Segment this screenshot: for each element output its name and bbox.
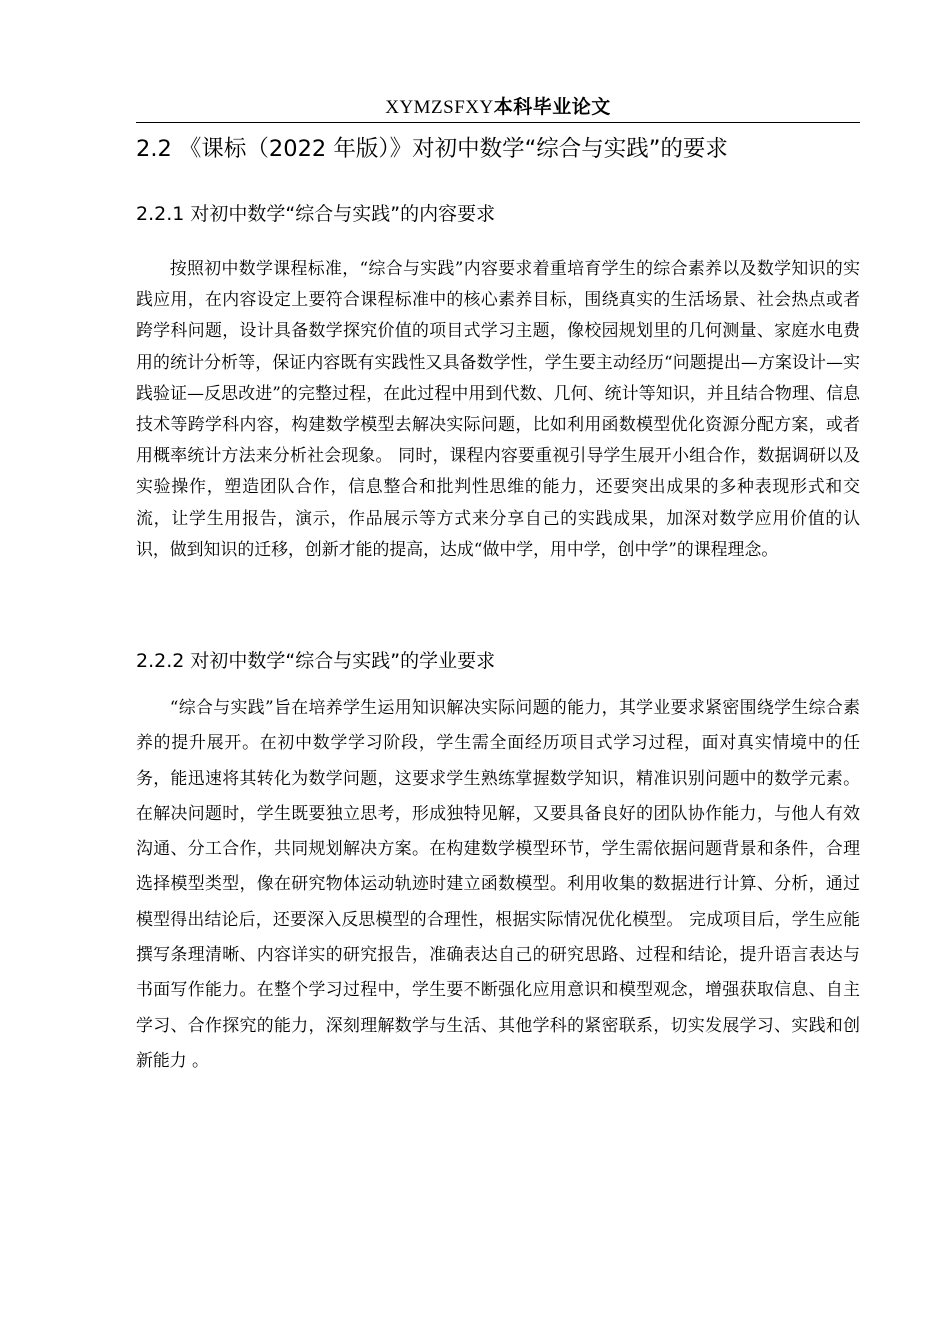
running-header bbox=[136, 94, 860, 123]
paragraph-content-requirements: 按照初中数学课程标准，“综合与实践”内容要求着重培育学生的综合素养以及数学知识的实践应用，在内容设定上要符合课程标准中的核心素养目标，围绕真实的生活场景、社会热点或者跨学科问题，设计具备数学探究价值的项目式学习主题，像校园规划里的几何测量、家庭水电费用的统计分析等，保证内容既有实践性又具备数学性，学生要主动经历“问题提出—方案设计—实践验证—反思改进”的完整过程，在此过程中用到代数、几何、统计等知识，并且结合物理、信息技术等跨学科内容，构建数学模型去解决实际问题，比如利用函数模型优化资源分配方案，或者用概率统计方法来分析社会现象。 同时，课程内容要重视引导学生展开小组合作，数据调研以及实验操作，塑造团队合作，信息整合和批判性思维的能力，还要突出成果的多种表现形式和交流，让学生用报告，演示，作品展示等方式来分享自己的实践成果，加深对数学应用价值的认识，做到知识的迁移，创新才能的提高，达成“做中学，用中学，创中学”的课程理念。 bbox=[136, 258, 860, 559]
subsection-title-academic-requirements: 2.2.2 对初中数学“综合与实践”的学业要求 bbox=[136, 650, 496, 672]
header-chinese-text: 本科毕业论文 bbox=[493, 96, 611, 118]
section-title: 2.2 《课标（2022 年版）》对初中数学“综合与实践”的要求 bbox=[136, 136, 728, 162]
subsection-title-content-requirements: 2.2.1 对初中数学“综合与实践”的内容要求 bbox=[136, 203, 496, 225]
paragraph-academic-requirements: “综合与实践”旨在培养学生运用知识解决实际问题的能力，其学业要求紧密围绕学生综合素养的提升展开。在初中数学学习阶段，学生需全面经历项目式学习过程，面对真实情境中的任务，能迅速将其转化为数学问题，这要求学生熟练掌握数学知识，精准识别问题中的数学元素。 在解决问题时，学生既要独立思考，形成独特见解，又要具备良好的团队协作能力，与他人有效沟通、分工合作，共同规划解决方案。在构建数学模型环节，学生需依据问题背景和条件，合理选择模型类型，像在研究物体运动轨迹时建立函数模型。利用收集的数据进行计算、分析，通过模型得出结论后，还要深入反思模型的合理性，根据实际情况优化模型。 完成项目后，学生应能撰写条理清晰、内容详实的研究报告，准确表达自己的研究思路、过程和结论，提升语言表达与书面写作能力。在整个学习过程中，学生要不断强化应用意识和模型观念，增强获取信息、自主学习、合作探究的能力，深刻理解数学与生活、其他学科的紧密联系，切实发展学习、实践和创新能力 。 bbox=[136, 697, 860, 1070]
header-latin-text: XYMZSFXY bbox=[385, 97, 494, 118]
